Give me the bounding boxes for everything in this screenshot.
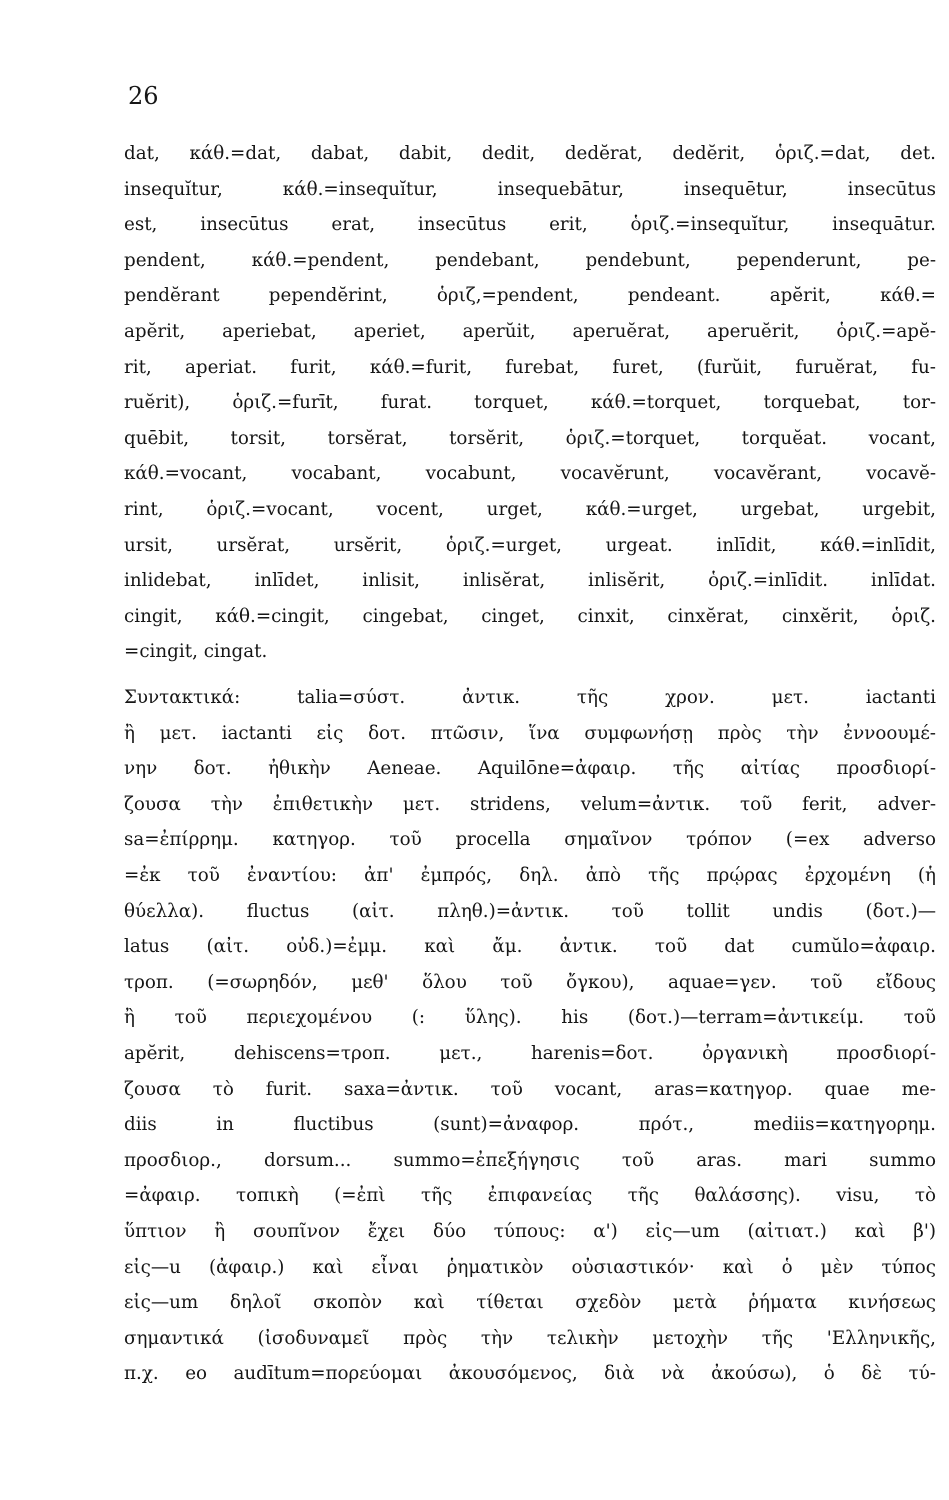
text-line: ἢ μετ. iactanti εἰς δοτ. πτῶσιν, ἵνα συμφωνήσῃ πρὸς τὴν ἐννοουμέ- (124, 722, 936, 744)
text-line: προσδιορ., dorsum... summo=ἐπεξήγησις τοῦ aras. mari summo (124, 1149, 936, 1171)
text-line: ζουσα τὸ furit. saxa=ἀντικ. τοῦ vocant, aras=κατηγορ. quae me- (124, 1078, 936, 1100)
text-line: quēbit, torsit, torsĕrat, torsĕrit, ὁριζ.=torquet, torquĕat. vocant, (124, 427, 936, 449)
text-line: εἰς—um δηλοῖ σκοπὸν καὶ τίθεται σχεδὸν μετὰ ῥήματα κινήσεως (124, 1292, 936, 1314)
text-line: θύελλα). fluctus (αἰτ. πληθ.)=ἀντικ. τοῦ tollit undis (δοτ.)— (124, 900, 936, 922)
text-line: ὕπτιον ἢ σουπῖνον ἔχει δύο τύπους: α') εἰς—um (αἰτιατ.) καὶ β') (124, 1220, 936, 1242)
text-line: ἢ τοῦ περιεχομένου (: ὕλης). his (δοτ.)—terram=ἀντικείμ. τοῦ (124, 1007, 936, 1029)
text-line: τροπ. (=σωρηδόν, μεθ' ὅλου τοῦ ὄγκου), aquae=γεν. τοῦ εἴδους (124, 971, 936, 993)
text-line: ζουσα τὴν ἐπιθετικὴν μετ. stridens, velum=ἀντικ. τοῦ ferit, adver- (124, 793, 936, 815)
text-line: κάθ.=vocant, vocabant, vocabunt, vocavĕrunt, vocavĕrant, vocavĕ- (124, 463, 936, 485)
text-line: pendent, κάθ.=pendent, pendebant, pendebunt, pependerunt, pe- (124, 249, 936, 271)
text-line: π.χ. eo audītum=πορεύομαι ἀκουσόμενος, διὰ νὰ ἀκούσω), ὁ δὲ τύ- (124, 1363, 936, 1385)
text-line: est, insecūtus erat, insecūtus erit, ὁριζ.=insequĭtur, insequātur. (124, 214, 936, 236)
text-line: diis in fluctibus (sunt)=ἀναφορ. πρότ., mediis=κατηγορημ. (124, 1114, 936, 1136)
text-line: ruĕrit), ὁριζ.=furīt, furat. torquet, κάθ.=torquet, torquebat, tor- (124, 392, 936, 414)
text-line: =cingit, cingat. (124, 641, 268, 663)
text-line: =ἀφαιρ. τοπικὴ (=ἐπὶ τῆς ἐπιφανείας τῆς θαλάσσης). visu, τὸ (124, 1185, 936, 1207)
text-line: σημαντικά (ἰσοδυναμεῖ πρὸς τὴν τελικὴν μετοχὴν τῆς 'Ελληνικῆς, (124, 1327, 936, 1349)
text-line: Συντακτικά: talia=σύστ. ἀντιк. τῆς χρον. μετ. iactanti (124, 687, 936, 708)
paragraph-syntax-notes (124, 680, 936, 1392)
text-line: apĕrit, dehiscens=τροπ. μετ., harenis=δοτ. ὀργανικὴ προσδιορί- (124, 1042, 936, 1064)
text-line: rint, ὁριζ.=vocant, vocent, urget, κάθ.=urget, urgebat, urgebit, (124, 498, 936, 520)
text-line: sa=ἐπίρρημ. κατηγορ. τοῦ procella σημαῖνον τρόπον (=ex adverso (124, 829, 936, 851)
text-line: pendĕrant pependĕrint, ὁριζ,=pendent, pendeant. apĕrit, κάθ.= (124, 285, 936, 307)
page-number: 26 (128, 82, 159, 110)
text-line: =ἐκ τοῦ ἐναντίου: ἀπ' ἐμπρός, δηλ. ἀπὸ τῆς πρῴρας ἐρχομένη (ἡ (124, 864, 936, 886)
text-line: cingit, κάθ.=cingit, cingebat, cinget, cinxit, cinxĕrat, cinxĕrit, ὁριζ. (124, 605, 936, 627)
text-line: ursit, ursĕrat, ursĕrit, ὁριζ.=urget, urgeat. inlīdit, κάθ.=inlīdit, (124, 534, 936, 556)
text-line: latus (αἰτ. οὐδ.)=ἐμμ. καὶ ἄμ. ἀντικ. τοῦ dat cumŭlo=ἀφαιρ. (124, 936, 936, 958)
text-line: insequĭtur, κάθ.=insequĭtur, insequebātur, insequētur, insecūtus (124, 178, 936, 200)
text-line: νην δοτ. ἠθικὴν Aeneae. Aquilōne=ἀφαιρ. τῆς αἰτίας προσδιορί- (124, 758, 936, 780)
text-line: apĕrit, aperiebat, aperiet, aperŭit, aperuĕrat, aperuĕrit, ὁριζ.=apĕ- (124, 320, 936, 342)
text-line: inlidebat, inlīdet, inlisit, inlisĕrat, inlisĕrit, ὁριζ.=inlīdit. inlīdat. (124, 570, 936, 592)
text-line: rit, aperiat. furit, κάθ.=furit, furebat, furet, (furŭit, furuĕrat, fu- (124, 356, 936, 378)
text-line: εἰς—u (ἀφαιρ.) καὶ εἶναι ῥηματικὸν οὐσιαστικόν· καὶ ὁ μὲν τύπος (124, 1256, 936, 1278)
paragraph-conjugations (124, 136, 936, 670)
text-line: dat, κάθ.=dat, dabat, dabit, dedit, dedĕrat, dedĕrit, ὁριζ.=dat, det. (124, 143, 936, 164)
